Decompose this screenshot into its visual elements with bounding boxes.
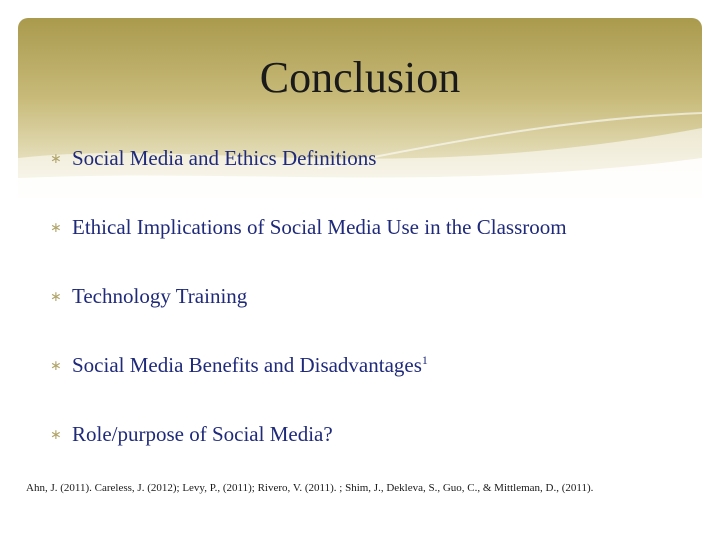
bullet-text: Technology Training bbox=[72, 284, 248, 308]
bullet-text: Ethical Implications of Social Media Use in the Classroom bbox=[72, 215, 567, 239]
bullet-text: Social Media and Ethics Definitions bbox=[72, 146, 377, 170]
bullet-item bbox=[50, 144, 650, 172]
bullet-item bbox=[50, 420, 650, 448]
asterisk-icon: ∗ bbox=[50, 289, 62, 305]
asterisk-icon: ∗ bbox=[50, 151, 62, 167]
bullet-item bbox=[50, 282, 650, 310]
citation-text: Ahn, J. (2011). Careless, J. (2012); Levy, P., (2011); Rivero, V. (2011). ; Shim, J., Dekleva, S., Guo, C., & Mittleman, D., (2011). bbox=[26, 482, 594, 494]
asterisk-icon: ∗ bbox=[50, 358, 62, 374]
bullet-text: Social Media Benefits and Disadvantages bbox=[72, 353, 422, 377]
asterisk-icon: ∗ bbox=[50, 427, 62, 443]
footnote-marker: 1 bbox=[421, 353, 428, 367]
bullet-list bbox=[50, 144, 650, 448]
bullet-item bbox=[50, 213, 650, 241]
slide-title: Conclusion bbox=[259, 53, 461, 102]
asterisk-icon: ∗ bbox=[50, 220, 62, 236]
bullet-text: Role/purpose of Social Media? bbox=[72, 422, 333, 446]
bullet-item bbox=[50, 351, 650, 379]
